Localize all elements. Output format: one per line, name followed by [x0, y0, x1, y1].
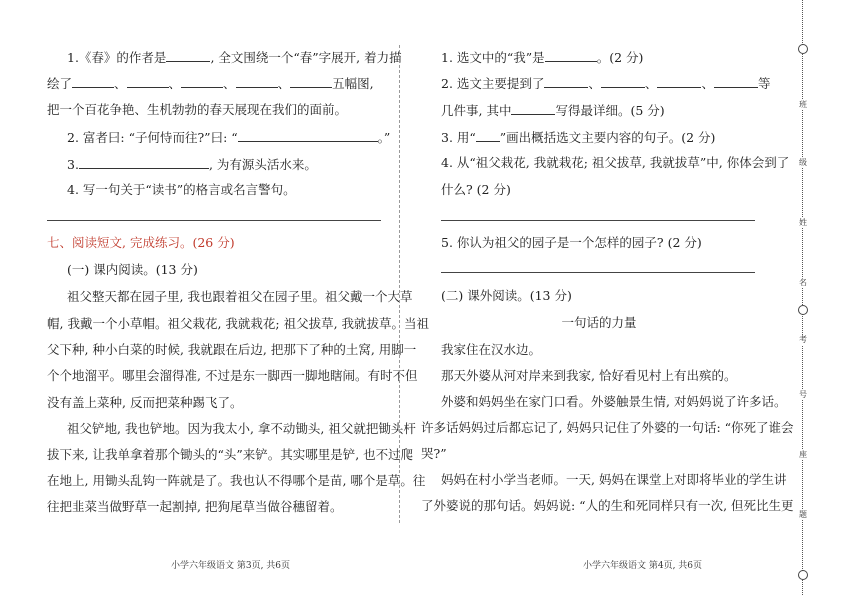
paragraph-line: 那天外婆从河对岸来到我家, 恰好看见村上有出殡的。	[441, 368, 737, 383]
binding-dotted-line	[802, 0, 803, 595]
answer-blank[interactable]	[238, 129, 378, 142]
left-q4: 4. 写一句关于“读书”的格言或名言警句。	[67, 182, 296, 197]
binding-margin	[796, 0, 810, 595]
binding-char: 姓	[799, 218, 807, 227]
paragraph-line: 祖父整天都在园子里, 我也跟着祖父在园子里。祖父戴一个大草	[67, 289, 413, 304]
left-q1-line3: 把一个百花争艳、生机勃勃的春天展现在我们的面前。	[47, 102, 348, 117]
left-q1-line1: 1.《春》的作者是 , 全文围绕一个“春”字展开, 着力描	[67, 50, 402, 65]
answer-blank[interactable]	[79, 156, 209, 169]
right-page-footer: 小学六年级语文 第4页, 共6页	[583, 561, 703, 571]
answer-blank[interactable]	[601, 75, 645, 88]
answer-blank[interactable]	[181, 75, 223, 88]
paragraph-line: 没有盖上菜种, 反而把菜种踢飞了。	[47, 395, 243, 410]
right-q2-line1: 2. 选文主要提到了 、 、 、 等	[441, 76, 771, 91]
paragraph-line: 哭?”	[421, 446, 447, 461]
binding-char: 考	[799, 335, 807, 344]
binding-char: 名	[799, 278, 807, 287]
right-q5: 5. 你认为祖父的园子是一个怎样的园子? (2 分)	[441, 235, 702, 250]
binding-char: 级	[799, 158, 807, 167]
story-title: 一句话的力量	[561, 315, 637, 330]
answer-blank[interactable]	[657, 75, 701, 88]
paragraph-line: 妈妈在村小学当老师。一天, 妈妈在课堂上对即将毕业的学生讲	[441, 472, 787, 487]
answer-blank[interactable]	[72, 75, 114, 88]
answer-blank[interactable]	[236, 75, 278, 88]
paragraph-line: 外婆和妈妈坐在家门口看。外婆触景生情, 对妈妈说了许多话。	[441, 394, 787, 409]
answer-blank[interactable]	[544, 75, 588, 88]
paragraph-line: 父下种, 种小白菜的时候, 我就跟在后边, 把那下了种的土窝, 用脚一	[47, 342, 417, 357]
left-q2: 2. 富者曰: “子何恃而往?”曰: “ 。”	[67, 130, 391, 145]
answer-line[interactable]	[47, 220, 381, 221]
answer-line[interactable]	[441, 220, 755, 221]
answer-blank[interactable]	[127, 75, 169, 88]
paragraph-line: 帽, 我戴一个小草帽。祖父栽花, 我就栽花; 祖父拔草, 我就拔草。当祖	[47, 316, 430, 331]
binding-hole	[798, 305, 808, 315]
left-page-footer: 小学六年级语文 第3页, 共6页	[171, 561, 291, 571]
answer-blank[interactable]	[511, 102, 555, 115]
left-q1-line2: 绘了 、 、 、 、 五幅图,	[47, 76, 374, 91]
binding-char: 题	[799, 510, 807, 519]
answer-blank[interactable]	[714, 75, 758, 88]
paragraph-line: 往把韭菜当做野草一起割掉, 把狗尾草当做谷穗留着。	[47, 499, 343, 514]
paragraph-line: 在地上, 用锄头乱钩一阵就是了。我也认不得哪个是苗, 哪个是草。往	[47, 473, 426, 488]
binding-hole	[798, 44, 808, 54]
binding-char: 班	[799, 100, 807, 109]
binding-char: 号	[799, 390, 807, 399]
subsection-title: (二) 课外阅读。(13 分)	[441, 288, 572, 303]
binding-hole	[798, 570, 808, 580]
answer-blank[interactable]	[545, 49, 597, 62]
paragraph-line: 了外婆说的那句话。妈妈说: “人的生和死同样只有一次, 但死比生更	[421, 498, 794, 513]
paragraph-line: 我家住在汉水边。	[441, 342, 542, 357]
right-q4-line2: 什么? (2 分)	[441, 182, 511, 197]
underline-sample	[476, 129, 500, 142]
right-q1: 1. 选文中的“我”是 。(2 分)	[441, 50, 644, 65]
binding-char: 座	[799, 450, 807, 459]
subsection-title: (一) 课内阅读。(13 分)	[67, 262, 198, 277]
right-q3: 3. 用“ ”画出概括选文主要内容的句子。(2 分)	[441, 130, 716, 145]
paragraph-line: 许多话妈妈过后都忘记了, 妈妈只记住了外婆的一句话: “你死了谁会	[421, 420, 794, 435]
paragraph-line: 个个地溜平。哪里会溜得准, 不过是东一脚西一脚地瞎闹。有时不但	[47, 368, 418, 383]
answer-blank[interactable]	[166, 49, 210, 62]
column-divider	[399, 45, 400, 523]
paragraph-line: 祖父铲地, 我也铲地。因为我太小, 拿不动锄头, 祖父就把锄头杆	[67, 421, 416, 436]
paragraph-line: 拔下来, 让我单拿着那个锄头的“头”来铲。其实哪里是铲, 也不过爬	[47, 447, 414, 462]
left-q3: 3. , 为有源头活水来。	[67, 157, 317, 172]
answer-line[interactable]	[441, 272, 755, 273]
right-q2-line2: 几件事, 其中 写得最详细。(5 分)	[441, 103, 665, 118]
right-q4-line1: 4. 从“祖父栽花, 我就栽花; 祖父拔草, 我就拔草”中, 你体会到了	[441, 155, 790, 170]
answer-blank[interactable]	[290, 75, 332, 88]
section-seven-title: 七、阅读短文, 完成练习。(26 分)	[47, 235, 235, 250]
